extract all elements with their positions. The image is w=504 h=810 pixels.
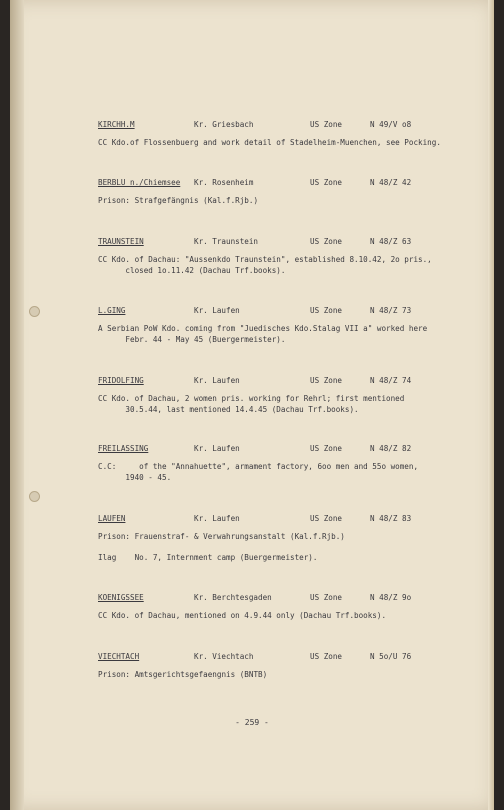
district: Kr. Viechtach bbox=[194, 652, 254, 661]
place-name: BERBLU n./Chiemsee bbox=[98, 178, 181, 187]
entry-description: Prison: Frauenstraf- & Verwahrungsanstalt (Kal.f.Rjb.) Ilag No. 7, Internment camp (Buergermeister). bbox=[98, 532, 345, 562]
entry-description: CC Kdo. of Dachau: "Aussenkdo Traunstein", established 8.10.42, 2o pris., closed 1o.11.42 (Dachau Trf.books). bbox=[98, 255, 432, 275]
grid-ref: N 48/Z 82 bbox=[370, 444, 412, 453]
district: Kr. Laufen bbox=[194, 444, 240, 453]
entry-description: CC Kdo. of Dachau, 2 women pris. working for Rehrl; first mentioned 30.5.44, last mentioned 14.4.45 (Dachau Trf.books). bbox=[98, 394, 405, 414]
place-name: FREILASSING bbox=[98, 444, 149, 453]
place-name: TRAUNSTEIN bbox=[98, 237, 144, 246]
place-name: L.GING bbox=[98, 306, 126, 315]
grid-ref: N 48/Z 83 bbox=[370, 514, 412, 523]
entry-description: CC Kdo. of Dachau, mentioned on 4.9.44 only (Dachau Trf.books). bbox=[98, 611, 387, 620]
district: Kr. Laufen bbox=[194, 376, 240, 385]
zone: US Zone bbox=[310, 306, 343, 315]
entry-laufen bbox=[98, 514, 488, 564]
grid-ref: N 49/V o8 bbox=[370, 120, 412, 129]
zone: US Zone bbox=[310, 120, 343, 129]
entry-description: Prison: Strafgefängnis (Kal.f.Rjb.) bbox=[98, 196, 259, 205]
grid-ref: N 48/Z 9o bbox=[370, 593, 412, 602]
page-number: - 259 - bbox=[235, 718, 269, 727]
zone: US Zone bbox=[310, 178, 343, 187]
grid-ref: N 48/Z 74 bbox=[370, 376, 412, 385]
entry-freilassing bbox=[98, 444, 488, 483]
place-name: LAUFEN bbox=[98, 514, 126, 523]
district: Kr. Berchtesgaden bbox=[194, 593, 272, 602]
place-name: KIRCHH.M bbox=[98, 120, 135, 129]
district: Kr. Laufen bbox=[194, 306, 240, 315]
entry-description: A Serbian PoW Kdo. coming from "Juedisches Kdo.Stalag VII a" worked here Febr. 44 - May 45 (Buergermeister). bbox=[98, 324, 428, 344]
entry-bernau bbox=[98, 178, 488, 207]
zone: US Zone bbox=[310, 593, 343, 602]
entry-viechtach bbox=[98, 652, 488, 681]
entry-description: C.C: of the "Annahuette", armament factory, 6oo men and 55o women, 1940 - 45. bbox=[98, 462, 419, 482]
grid-ref: N 48/Z 63 bbox=[370, 237, 412, 246]
zone: US Zone bbox=[310, 376, 343, 385]
grid-ref: N 5o/U 76 bbox=[370, 652, 412, 661]
entry-description: CC Kdo.of Flossenbuerg and work detail of Stadelheim-Muenchen, see Pocking. bbox=[98, 138, 441, 147]
zone: US Zone bbox=[310, 237, 343, 246]
district: Kr. Rosenheim bbox=[194, 178, 254, 187]
district: Kr. Traunstein bbox=[194, 237, 259, 246]
place-name: FRIDOLFING bbox=[98, 376, 144, 385]
page-edge bbox=[488, 0, 494, 810]
zone: US Zone bbox=[310, 444, 343, 453]
zone: US Zone bbox=[310, 652, 343, 661]
place-name: VIECHTACH bbox=[98, 652, 140, 661]
entry-description: Prison: Amtsgerichtsgefaengnis (BNTB) bbox=[98, 670, 268, 679]
entry-koenigssee bbox=[98, 593, 488, 622]
grid-ref: N 48/Z 42 bbox=[370, 178, 412, 187]
document-page bbox=[10, 0, 494, 810]
binding-spine bbox=[10, 0, 24, 810]
zone: US Zone bbox=[310, 514, 343, 523]
entry-fridolfing bbox=[98, 376, 488, 415]
entry-traunstein bbox=[98, 237, 488, 276]
entry-kirchham bbox=[98, 120, 488, 149]
punch-hole bbox=[29, 306, 40, 317]
district: Kr. Griesbach bbox=[194, 120, 254, 129]
grid-ref: N 48/Z 73 bbox=[370, 306, 412, 315]
entry-leobendorf bbox=[98, 306, 488, 345]
place-name: KOENIGSSEE bbox=[98, 593, 144, 602]
punch-hole bbox=[29, 491, 40, 502]
district: Kr. Laufen bbox=[194, 514, 240, 523]
